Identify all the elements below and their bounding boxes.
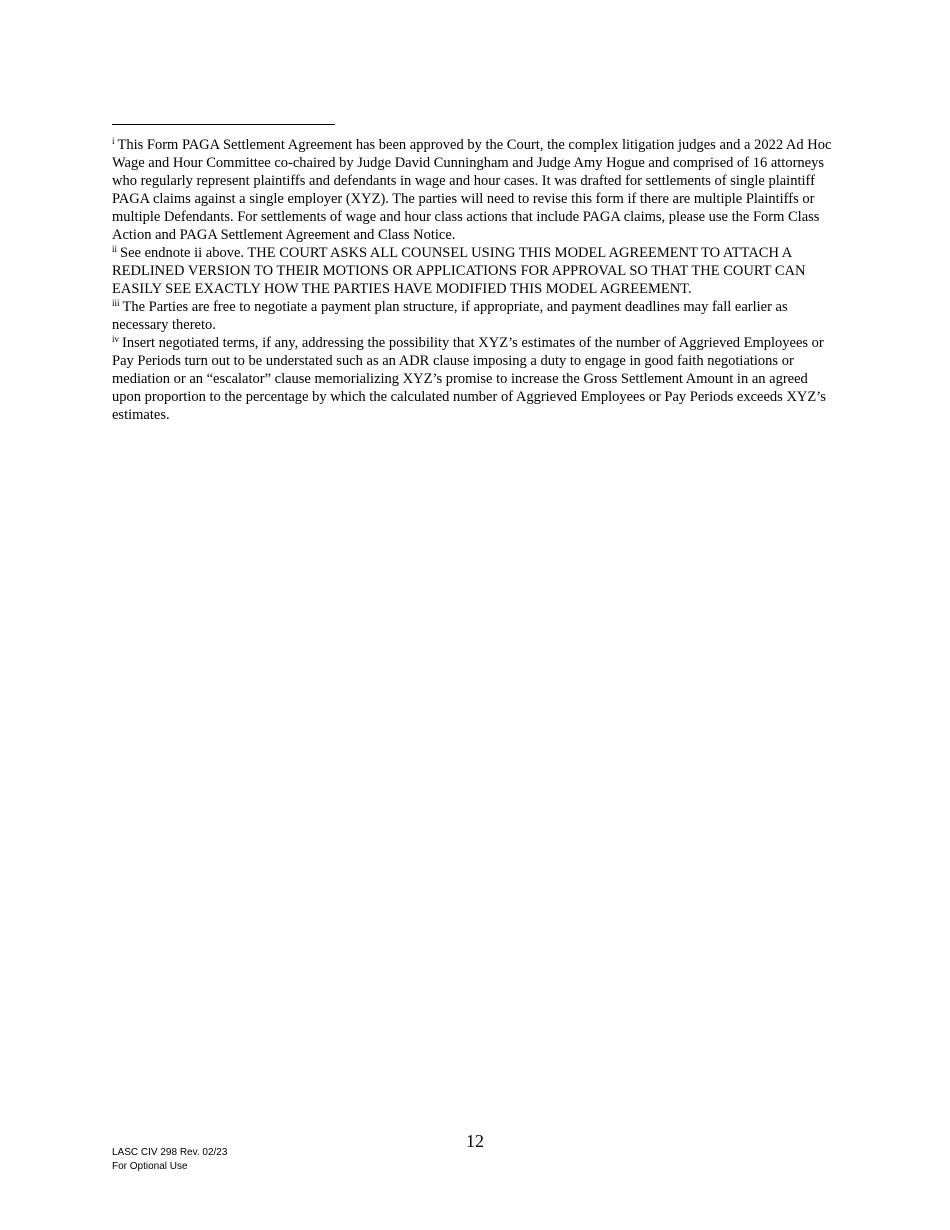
endnote-marker: ii bbox=[112, 244, 118, 254]
endnote-iv bbox=[112, 334, 840, 424]
endnote-text: This Form PAGA Settlement Agreement has been approved by the Court, the complex litigation judges and a 2022 Ad Hoc Wage and Hour Committee co-chaired by Judge David Cunningham and Judge Amy Hogue and comprised of 16 attorneys who regularly represent plaintiffs and defendants in wage and hour cases. It was drafted for settlements of single plaintiff PAGA claims against a single employer (XYZ). The parties will need to revise this form if there are multiple Plaintiffs or multiple Defendants. For settlements of wage and hour class actions that include PAGA claims, please use the Form Class Action and PAGA Settlement Agreement and Class Notice. bbox=[112, 137, 832, 243]
endnote-marker: i bbox=[112, 136, 115, 146]
form-identifier bbox=[112, 1146, 227, 1174]
endnote-marker: iii bbox=[112, 298, 120, 308]
endnotes-section bbox=[112, 136, 840, 424]
page-number: 12 bbox=[466, 1131, 484, 1151]
form-use-note: For Optional Use bbox=[112, 1161, 188, 1172]
endnote-text: The Parties are free to negotiate a payment plan structure, if appropriate, and payment deadlines may fall earlier as necessary thereto. bbox=[112, 299, 788, 333]
form-code: LASC CIV 298 Rev. 02/23 bbox=[112, 1147, 228, 1158]
endnote-separator bbox=[112, 124, 335, 125]
endnote-ii bbox=[112, 244, 840, 298]
endnote-iii bbox=[112, 298, 840, 334]
endnote-text: Insert negotiated terms, if any, addressing the possibility that XYZ’s estimates of the number of Aggrieved Employees or Pay Periods turn out to be understated such as an ADR clause imposing a duty to engage in good faith negotiations or mediation or an “escalator” clause memorializing XYZ’s promise to increase the Gross Settlement Amount in an agreed upon proportion to the percentage by which the calculated number of Aggrieved Employees or Pay Periods exceeds XYZ’s estimates. bbox=[112, 335, 826, 423]
endnote-i bbox=[112, 136, 840, 244]
endnote-marker: iv bbox=[112, 334, 120, 344]
endnote-text: See endnote ii above. THE COURT ASKS ALL COUNSEL USING THIS MODEL AGREEMENT TO ATTACH A REDLINED VERSION TO THEIR MOTIONS OR APPLICATIONS FOR APPROVAL SO THAT THE COURT CAN EASILY SEE EXACTLY HOW THE PARTIES HAVE MODIFIED THIS MODEL AGREEMENT. bbox=[112, 245, 806, 297]
